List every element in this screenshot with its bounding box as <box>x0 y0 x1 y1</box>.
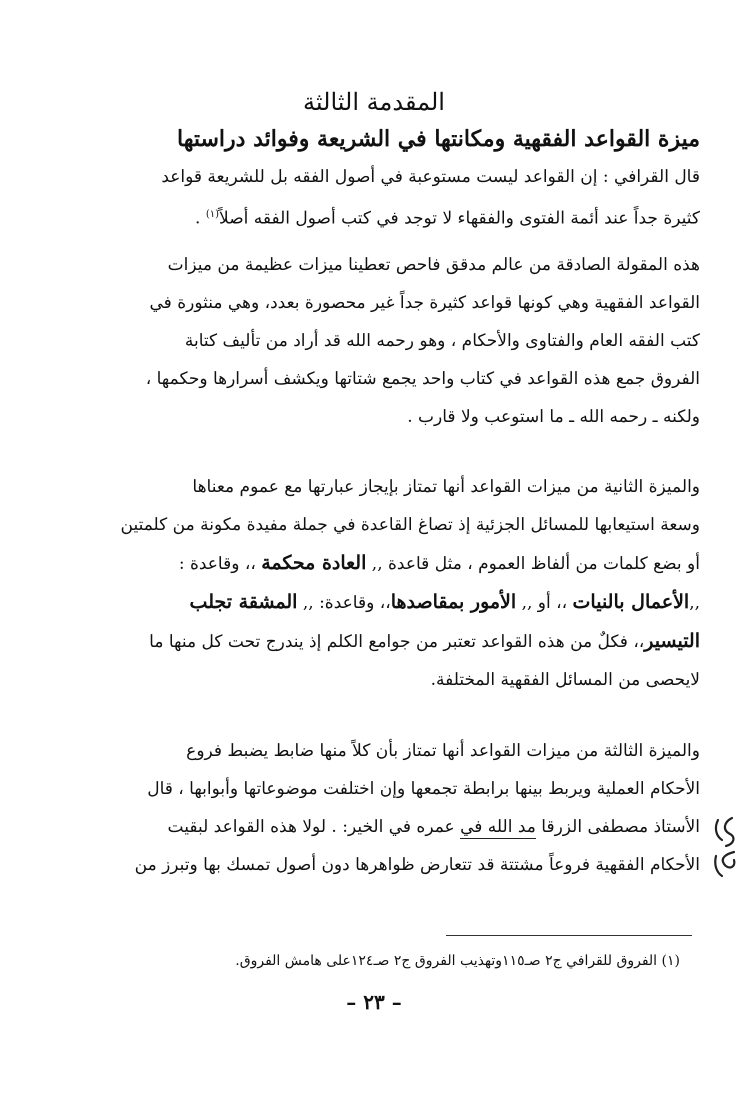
paragraph-1-line-1: قال القرافي : إن القواعد ليست مستوعبة في أصول الفقه بل للشريعة قواعد <box>161 167 700 187</box>
paragraph-3-line-4 <box>76 583 700 622</box>
paragraph-4-line-3 <box>76 808 700 846</box>
footnote-divider <box>446 935 692 936</box>
rule-hardship-brings-ease-part-1: المشقة تجلب <box>189 591 298 613</box>
paragraph-2-line-2: القواعد الفقهية وهي كونها قواعد كثيرة جداً غير محصورة بعدد، وهي منثورة في <box>149 293 700 313</box>
rule-matters-by-purposes: الأمور بمقاصدها <box>390 591 517 613</box>
paragraph-4-line-2: الأحكام العملية ويربط بينها برابطة تجمعها وإن اختلفت موضوعاتها وأبوابها ، قال <box>147 779 700 799</box>
paragraph-4-line-4: الأحكام الفقهية فروعاً مشتتة قد تتعارض ظواهرها دون أصول تمسك بها وتبرز من <box>134 855 700 875</box>
paragraph-3-line-5 <box>76 622 700 661</box>
paragraph-3-line-3-a: أو بضع كلمات من ألفاظ العموم ، مثل قاعدة ,, <box>366 554 700 574</box>
paragraph-2-line-3: كتب الفقه العام والفتاوى والأحكام ، وهو رحمه الله قد أراد من تأليف كتابة <box>184 331 700 351</box>
paragraph-1-line-2-text: كثيرة جداً عند أئمة الفتوى والفقهاء لا توجد في كتب أصول الفقه أصلاً <box>219 208 700 229</box>
page-number: – ٢٣ – <box>346 990 402 1014</box>
rule-custom-is-authoritative: العادة محكمة <box>261 552 367 574</box>
paragraph-2-line-1: هذه المقولة الصادقة من عالم مدقق فاحص تعطينا ميزات عظيمة من ميزات <box>167 255 700 275</box>
paragraph-3-line-1: والميزة الثانية من ميزات القواعد أنها تمتاز بإيجاز عبارتها مع عموم معناها <box>192 477 700 497</box>
rule-deeds-by-intentions: الأعمال بالنيات <box>572 591 690 613</box>
paragraph-3-line-2: وسعة استيعابها للمسائل الجزئية إذ تصاغ القاعدة في جملة مفيدة مكونة من كلمتين <box>120 515 700 535</box>
paragraph-4-line-3-a: الأستاذ مصطفى الزرقا <box>535 817 700 837</box>
paragraph-3-line-3-b: ،، وقاعدة : <box>178 554 262 574</box>
chapter-heading: المقدمة الثالثة <box>303 88 445 116</box>
paragraph-4-line-3-b: عمره في الخير: . لولا هذه القواعد لبقيت <box>167 817 461 837</box>
paragraph-3-line-4-c: ،، وقاعدة: ,, <box>297 593 391 613</box>
paragraph-4 <box>76 732 700 884</box>
paragraph-1-line-2-end: . <box>195 208 206 229</box>
handwritten-margin-note <box>704 812 744 882</box>
footnote-reference: (١) <box>205 209 220 220</box>
chapter-subheading: ميزة القواعد الفقهية ومكانتها في الشريعة وفوائد دراستها <box>176 126 700 152</box>
paragraph-2-line-4: الفروق جمع هذه القواعد في كتاب واحد يجمع شتاتها ويكشف أسرارها وحكمها ، <box>145 369 700 389</box>
paragraph-1 <box>76 158 700 238</box>
paragraph-2-line-5: ولكنه ـ رحمه الله ـ ما استوعب ولا قارب . <box>407 407 700 427</box>
paragraph-2 <box>76 246 700 436</box>
rule-hardship-brings-ease-part-2: التيسير <box>644 630 700 652</box>
paragraph-3-line-6: لايحصى من المسائل الفقهية المختلفة. <box>430 670 700 690</box>
paragraph-3-line-4-b: ،، أو ,, <box>516 593 573 613</box>
paragraph-4-line-1: والميزة الثالثة من ميزات القواعد أنها تمتاز بأن كلاً منها ضابط يضبط فروع <box>186 741 700 761</box>
underlined-phrase: مد الله في <box>460 817 536 837</box>
paragraph-1-line-2 <box>76 196 700 238</box>
paragraph-3-line-3 <box>76 544 700 583</box>
paragraph-3 <box>76 468 700 699</box>
paragraph-3-line-4-a: ,, <box>689 593 700 613</box>
paragraph-3-line-5-rest: ،، فكلٌ من هذه القواعد تعتبر من جوامع الكلم إذ يندرج تحت كل منها ما <box>149 632 645 652</box>
footnote: (١) الفروق للقرافي ج٢ صـ١١٥وتهذيب الفروق ج٢ صـ١٢٤على هامش الفروق. <box>235 953 680 969</box>
